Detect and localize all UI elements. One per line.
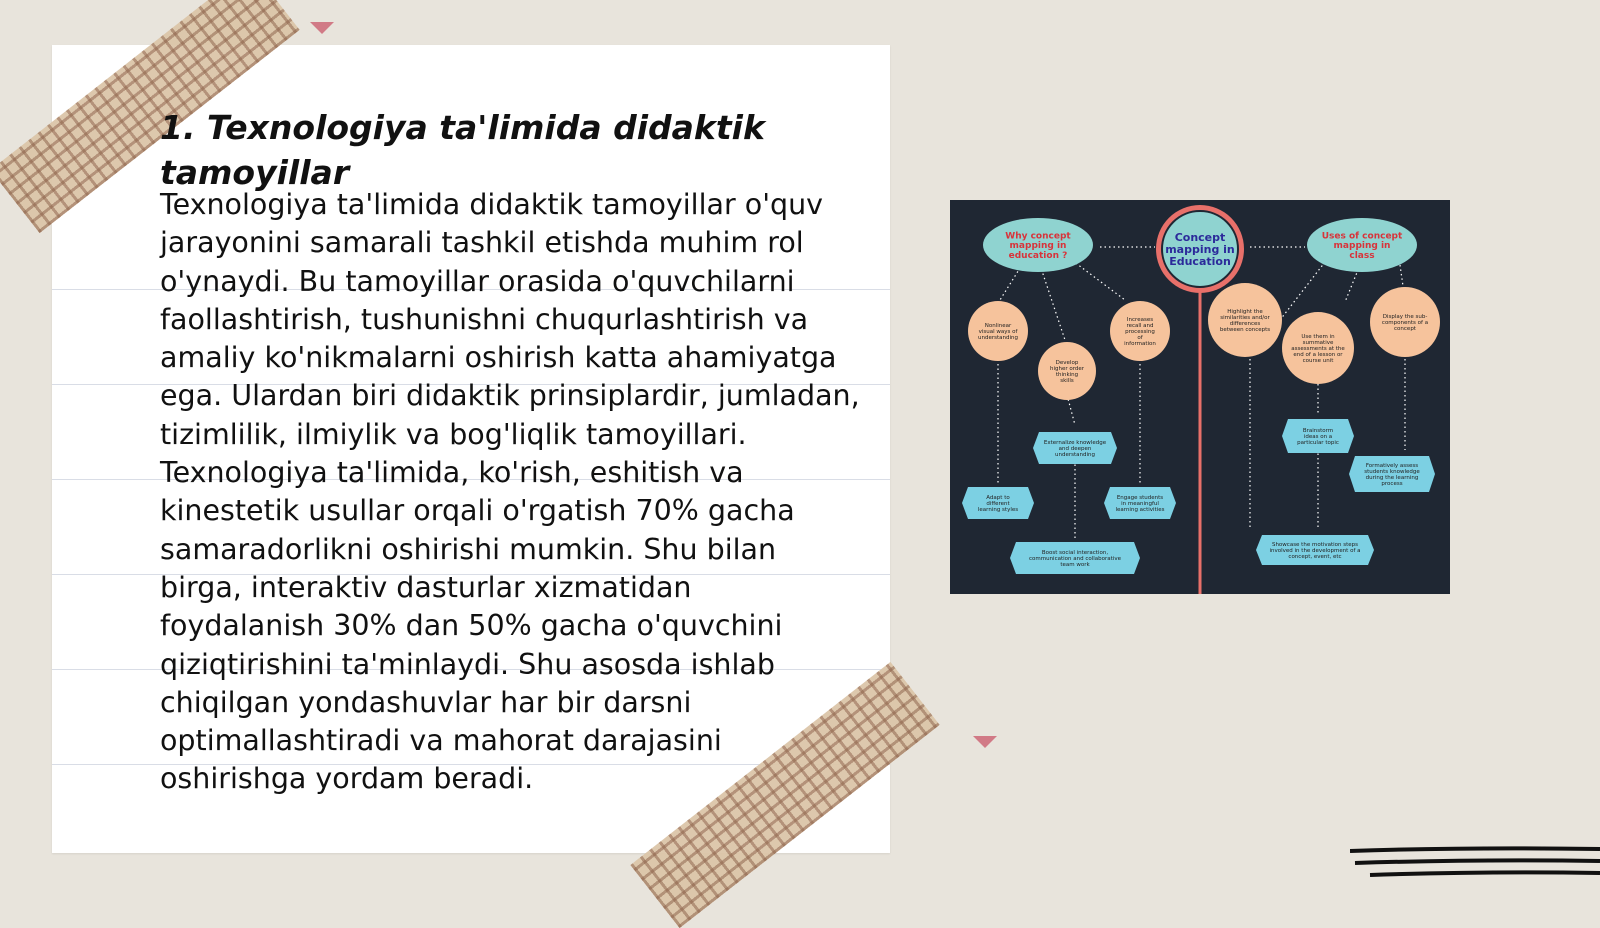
- slide-body-text: Texnologiya ta'limida didaktik tamoyillar o'quv jarayonini samarali tashkil etishda muhim rol o'ynaydi. Bu tamoyillar orasida o'quvchilarni faollashtirish, tushunishni chuqurlashtirish va amaliy ko'nikmalarni oshirish katta ahamiyatga ega. Ulardan biri didaktik prinsiplardir, jumladan, tizimlilik, ilmiylik va bog'liqlik tamoyillari. Texnologiya ta'limida, ko'rish, eshitish va kinestetik usullar orqali o'rgatish 70% gacha samaradorlikni oshirishi mumkin. Shu bilan birga, interaktiv dasturlar xizmatidan foydalanish 30% dan 50% gacha o'quvchini qiziqtirishini ta'minlaydi. Shu asosda ishlab chiqilgan yondashuvlar har bir darsni optimallashtiradi va mahorat darajasini oshirishga yordam beradi.: [160, 188, 860, 796]
- concept-map-svg: [950, 200, 1450, 594]
- center-node-label: Concept mapping in Education: [1165, 230, 1235, 268]
- concept-circle-label: Use them in summative assessments at the end of a lesson or course unit: [1291, 333, 1345, 365]
- concept-circle-label: Display the sub-components of a concept: [1381, 313, 1429, 332]
- concept-box-label: Showcase the motivation steps involved in the development of a concept, event, etc: [1269, 541, 1361, 560]
- left-header-label: Why concept mapping in education ?: [1005, 231, 1071, 262]
- concept-circle-label: Increases recall and processing of information: [1124, 316, 1156, 348]
- concept-circle-label: Develop higher order thinking skills: [1049, 359, 1085, 384]
- concept-map-image: [950, 200, 1450, 594]
- decorative-lines: [1350, 845, 1600, 895]
- concept-box-label: Brainstorm ideas on a particular topic: [1297, 427, 1339, 446]
- concept-box-label: Adapt to different learning styles: [977, 494, 1019, 513]
- slide-title: 1. Texnologiya ta'limida didaktik tamoyillar: [160, 108, 765, 192]
- concept-box-label: Boost social interaction, communication and collaborative team work: [1028, 549, 1122, 568]
- concept-box-label: Engage students in meaningful learning activities: [1115, 494, 1165, 513]
- concept-box-label: Externalize knowledge and deepen understanding: [1043, 439, 1107, 458]
- tape-tip-icon: [973, 736, 997, 748]
- connector-line: [1280, 262, 1325, 320]
- right-header-label: Uses of concept mapping in class: [1321, 231, 1403, 262]
- tape-tip-icon: [310, 22, 334, 34]
- connector-line: [1040, 265, 1065, 340]
- concept-circle-label: Highlight the similarities and/or differences between concepts: [1219, 308, 1271, 333]
- concept-circle-label: Nonlinear visual ways of understanding: [978, 322, 1018, 341]
- concept-box-label: Formatively assess students knowledge during the learning process: [1364, 462, 1420, 487]
